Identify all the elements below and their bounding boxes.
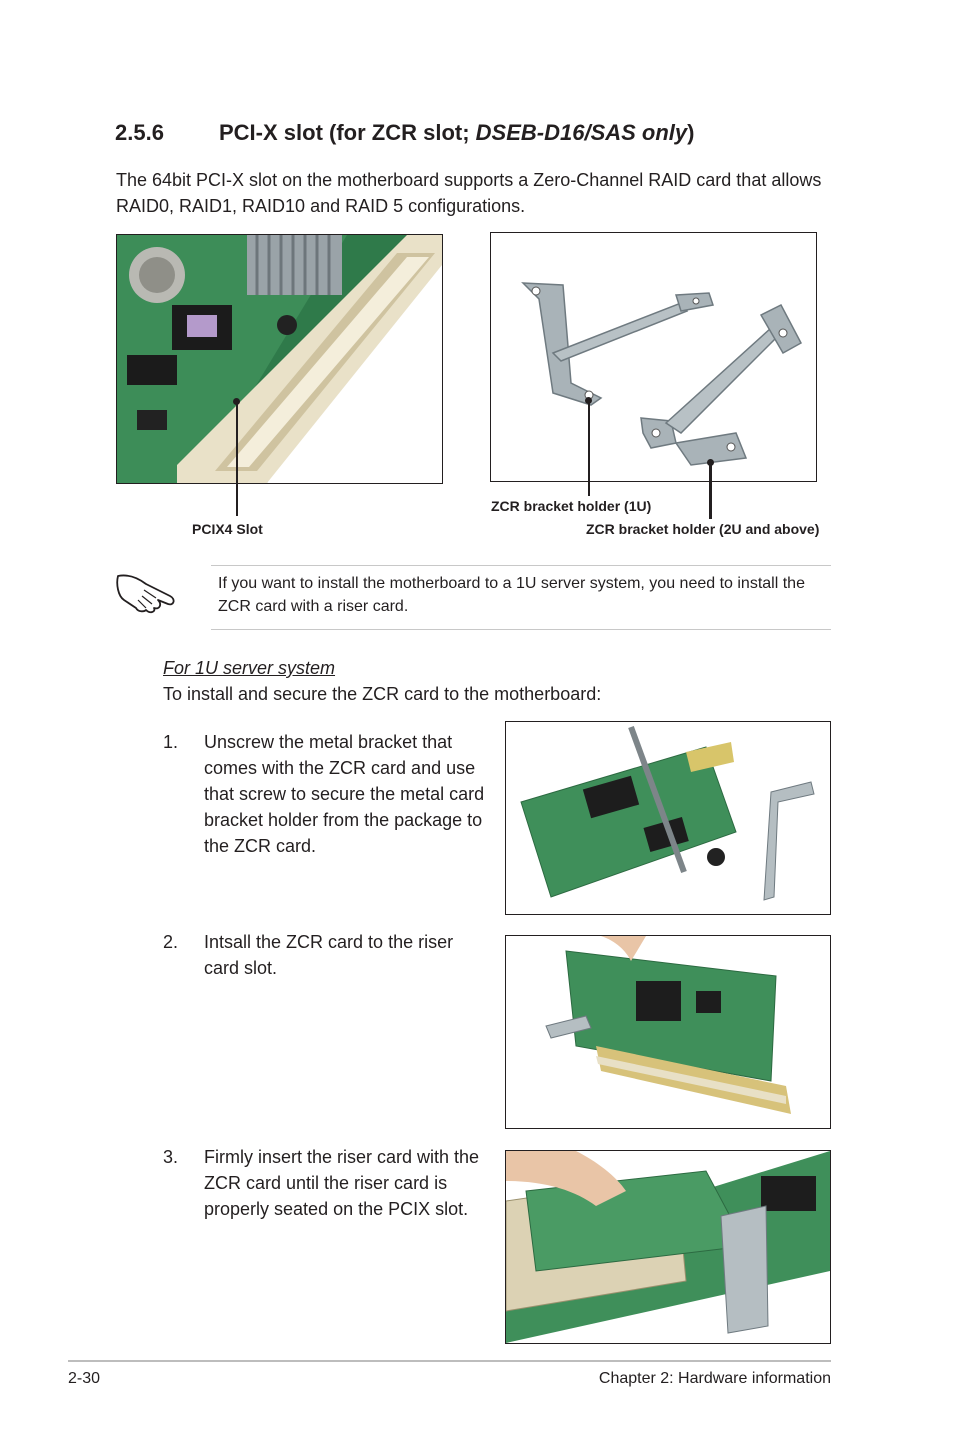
step-3-text: Firmly insert the riser card with the ZCR card until the riser card is properly seated on the PCIX slot. — [204, 1147, 480, 1219]
step-2-number: 2. — [163, 932, 179, 952]
pcix-callout-dot — [233, 398, 240, 405]
step-3-photo — [505, 1150, 831, 1344]
footer-chapter: Chapter 2: Hardware information — [598, 1370, 831, 1387]
intro-paragraph: The 64bit PCI-X slot on the motherboard supports a Zero-Channel RAID card that allows RAID0, RAID1, RAID10 and RAID 5 configurations. — [116, 170, 822, 216]
section-number: 2.5.6 — [115, 120, 164, 145]
bracket-1u-label: ZCR bracket holder (1U) — [491, 498, 652, 514]
bracket-2u-label: ZCR bracket holder (2U and above) — [586, 521, 820, 537]
bracket-1u-callout-dot — [585, 397, 592, 404]
pcix-slot-label: PCIX4 Slot — [192, 521, 263, 537]
note-bottom-rule — [211, 629, 831, 630]
footer-rule — [68, 1360, 831, 1362]
procedure-intro: To install and secure the ZCR card to the motherboard: — [163, 684, 602, 704]
note-text: If you want to install the motherboard to a 1U server system, you need to install the ZCR card with a riser card. — [218, 575, 805, 615]
section-title-prefix: PCI-X slot (for ZCR slot; — [219, 120, 476, 145]
note-top-rule — [211, 565, 831, 566]
bracket-1u-callout-line — [588, 400, 590, 496]
bracket-holders-photo — [490, 232, 817, 482]
bracket-2u-callout-dot — [707, 459, 714, 466]
step-1-number: 1. — [163, 732, 179, 752]
step-2-text: Intsall the ZCR card to the riser card slot. — [204, 932, 454, 978]
pcix-slot-photo — [116, 234, 443, 484]
brackets-illustration — [491, 233, 816, 481]
footer-page-number: 2-30 — [68, 1370, 101, 1387]
bracket-2u-callout-line — [709, 463, 712, 519]
step-1-text: Unscrew the metal bracket that comes with the ZCR card and use that screw to secure the metal card bracket holder from the package to the ZCR card. — [204, 732, 485, 856]
procedure-heading: For 1U server system — [163, 658, 336, 678]
step-3-number: 3. — [163, 1147, 179, 1167]
pcix-callout-line — [236, 402, 238, 516]
motherboard-illustration — [117, 235, 442, 483]
section-heading — [115, 120, 694, 146]
step-1-photo — [505, 721, 831, 915]
section-title-suffix: ) — [687, 120, 695, 145]
section-title-model: DSEB-D16/SAS only — [475, 120, 688, 145]
pointing-hand-icon — [114, 566, 180, 614]
step-2-photo — [505, 935, 831, 1129]
